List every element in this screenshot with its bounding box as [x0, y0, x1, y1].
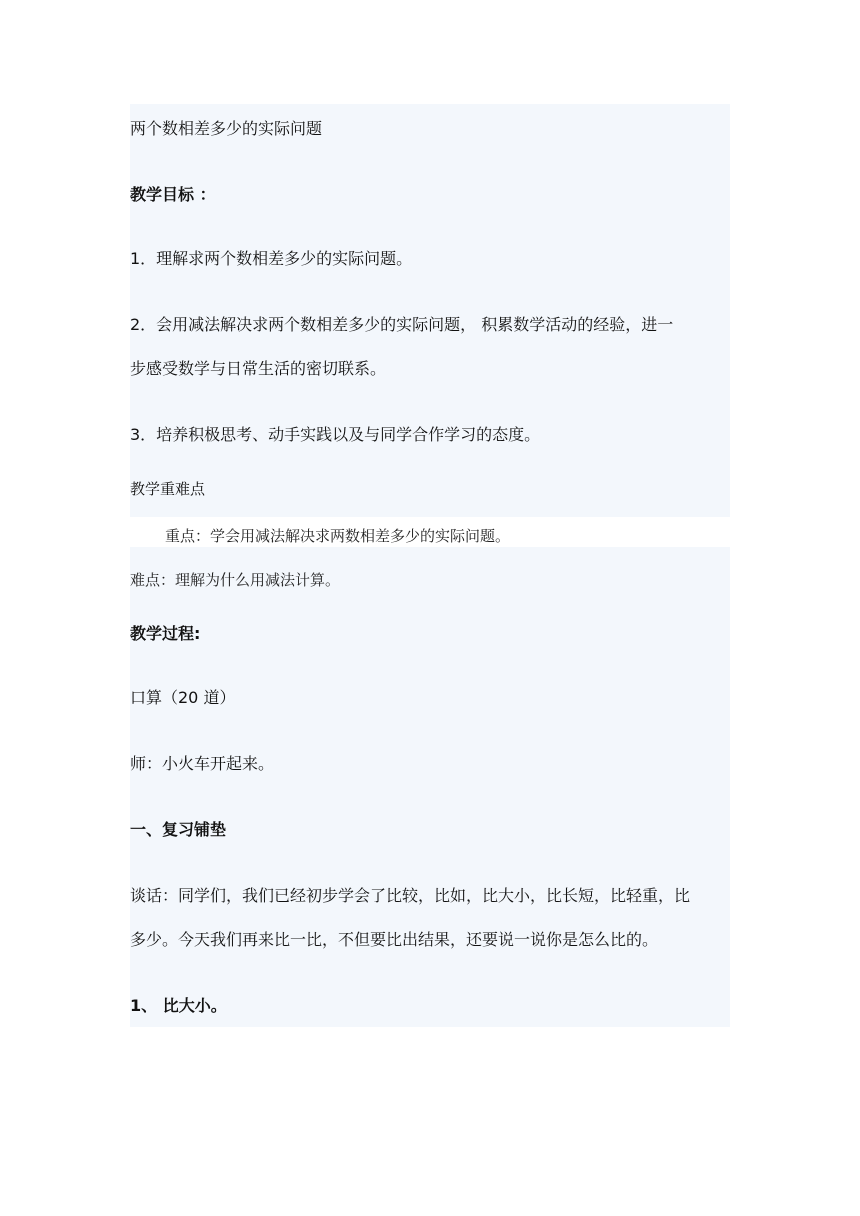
- process-heading: 教学过程:: [130, 624, 201, 643]
- oral-calculation: 口算（20 道）: [130, 688, 236, 707]
- highlight-block-top: [130, 104, 730, 517]
- teacher-line: 师：小火车开起来。: [130, 754, 275, 773]
- goal-2-line-1: 2．会用减法解决求两个数相差多少的实际问题， 积累数学活动的经验，进一: [130, 315, 674, 334]
- goal-2-line-2: 步感受数学与日常生活的密切联系。: [130, 359, 387, 378]
- document-title: 两个数相差多少的实际问题: [130, 119, 323, 138]
- highlight-block-bottom: [130, 547, 730, 1027]
- subsection-1-heading: 1、 比大小。: [130, 996, 227, 1015]
- section-1-heading: 一、复习铺垫: [130, 820, 227, 839]
- talk-line-1: 谈话：同学们，我们已经初步学会了比较，比如，比大小，比长短，比轻重，比: [130, 886, 691, 905]
- key-point: 重点：学会用减法解决求两数相差多少的实际问题。: [165, 527, 511, 545]
- goal-1: 1．理解求两个数相差多少的实际问题。: [130, 249, 413, 268]
- hard-point: 难点：理解为什么用减法计算。: [130, 571, 341, 589]
- goal-3: 3．培养积极思考、动手实践以及与同学合作学习的态度。: [130, 425, 541, 444]
- difficulty-heading: 教学重难点: [130, 480, 206, 498]
- goals-heading: 教学目标 ：: [130, 185, 216, 204]
- talk-line-2: 多少。今天我们再来比一比，不但要比出结果，还要说一说你是怎么比的。: [130, 930, 659, 949]
